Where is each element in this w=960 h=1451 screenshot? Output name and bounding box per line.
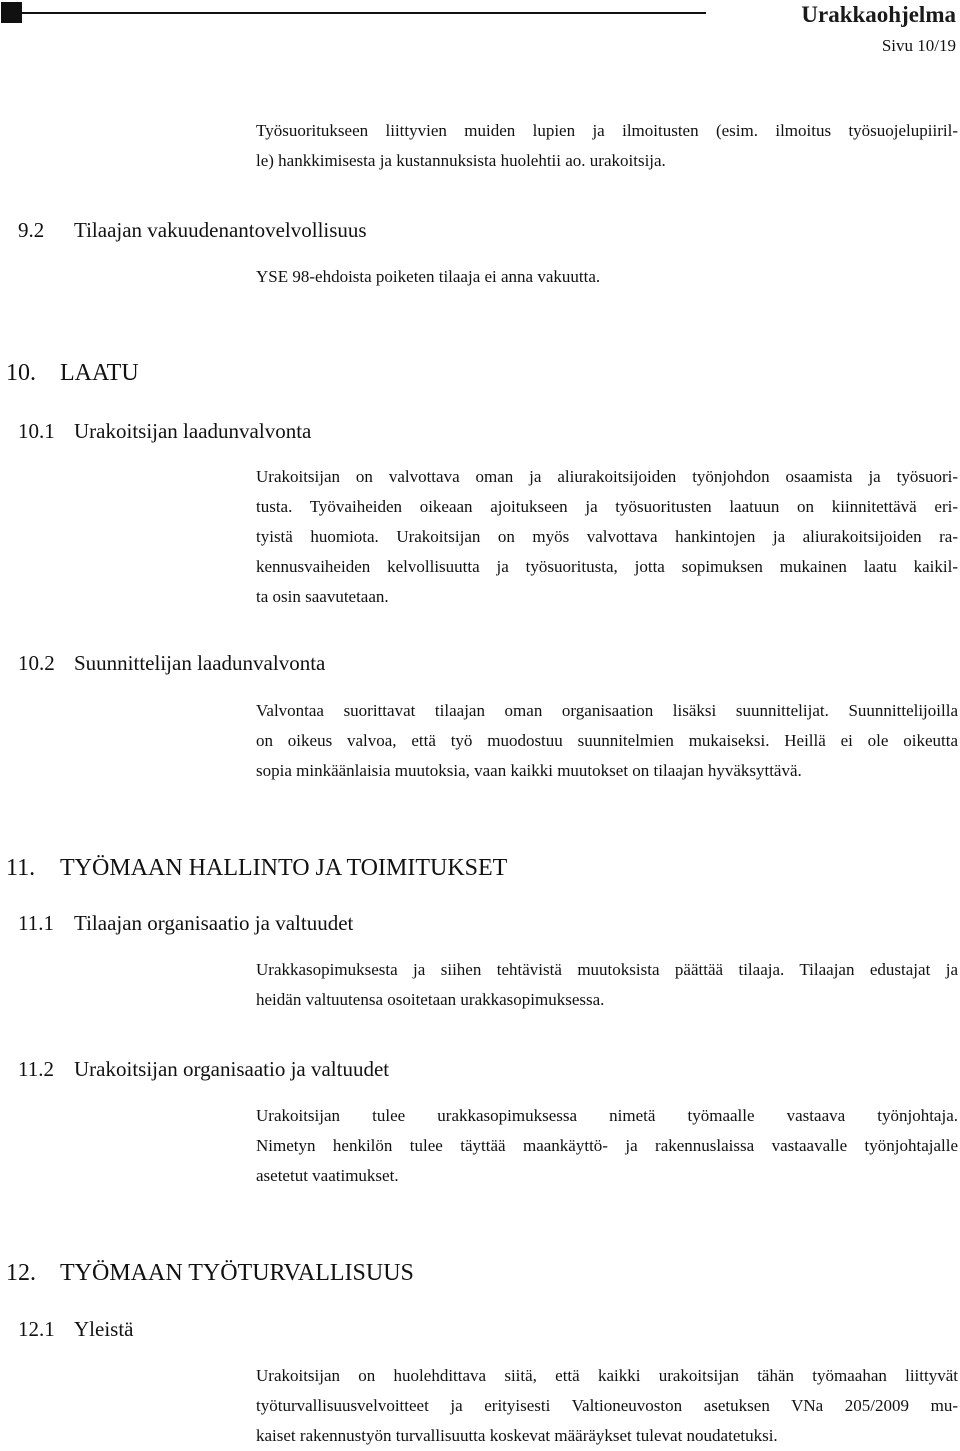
paragraph-line: tusta. Työvaiheiden oikeaan ajoitukseen ja työsuoritusten laatuun on kiinnitettävä eri- [256, 497, 958, 516]
paragraph-line: asetetut vaatimukset. [256, 1166, 399, 1185]
paragraph-line: on oikeus valvoa, että työ muodostuu suunnitelmien mukaiseksi. Heillä ei ole oikeutta [256, 731, 958, 750]
paragraph-line: sopia minkäänlaisia muutoksia, vaan kaikki muutokset on tilaajan hyväksyttävä. [256, 761, 802, 780]
paragraph-line: työturvallisuusvelvoitteet ja erityisesti Valtioneuvoston asetuksen VNa 205/2009 mu- [256, 1396, 958, 1415]
paragraph-line: Urakkasopimuksesta ja siihen tehtävistä muutoksista päättää tilaaja. Tilaajan edustajat ja [256, 960, 958, 979]
page-number: Sivu 10/19 [881, 36, 956, 55]
paragraph-line: Urakoitsijan on valvottava oman ja aliurakoitsijoiden työnjohdon osaamista ja työsuori- [256, 467, 958, 486]
heading-title: Urakoitsijan laadunvalvonta [74, 419, 312, 443]
paragraph-line: ta osin saavutetaan. [256, 587, 389, 606]
subsection-heading [18, 651, 325, 676]
header-square [1, 2, 22, 23]
heading-title: Suunnittelijan laadunvalvonta [74, 651, 326, 675]
section-heading [6, 855, 507, 882]
paragraph-line: kennusvaiheiden kelvollisuutta ja työsuoritusta, jotta sopimuksen mukainen laatu kaikil- [256, 557, 958, 576]
heading-number: 12. [6, 1260, 36, 1286]
section-heading [6, 1260, 414, 1287]
section-heading [6, 360, 139, 387]
paragraph [256, 116, 958, 176]
paragraph-line: kaiset rakennustyön turvallisuutta koskevat määräykset tulevat noudatetuksi. [256, 1426, 778, 1445]
paragraph-line: YSE 98-ehdoista poiketen tilaaja ei anna vakuutta. [256, 267, 601, 286]
paragraph-line: le) hankkimisesta ja kustannuksista huolehtii ao. urakoitsija. [256, 151, 666, 170]
paragraph-line: Valvontaa suorittavat tilaajan oman organisaation lisäksi suunnittelijat. Suunnittelijoilla [256, 701, 958, 720]
subsection-heading [18, 218, 367, 243]
heading-number: 10.2 [18, 651, 55, 675]
subsection-heading [18, 419, 311, 444]
paragraph-line: Urakoitsijan tulee urakkasopimuksessa nimetä työmaalle vastaava työnjohtaja. [256, 1106, 958, 1125]
paragraph [256, 955, 958, 1015]
paragraph [256, 262, 958, 292]
paragraph-line: Työsuoritukseen liittyvien muiden lupien ja ilmoitusten (esim. ilmoitus työsuojelupiiril- [256, 121, 958, 140]
subsection-heading [18, 1057, 389, 1082]
document-title: Urakkaohjelma [801, 2, 956, 27]
heading-number: 9.2 [18, 218, 45, 242]
paragraph-line: Nimetyn henkilön tulee täyttää maankäyttö- ja rakennuslaissa vastaavalle työnjohtajalle [256, 1136, 958, 1155]
heading-number: 10. [6, 360, 36, 386]
heading-title: Yleistä [74, 1317, 134, 1341]
heading-title: LAATU [60, 360, 139, 386]
paragraph [256, 462, 958, 612]
heading-title: TYÖMAAN HALLINTO JA TOIMITUKSET [60, 855, 508, 881]
paragraph-line: Urakoitsijan on huolehdittava siitä, että kaikki urakoitsijan tähän työmaahan liittyvät [256, 1366, 958, 1385]
paragraph-line: tyistä huomiota. Urakoitsijan on myös valvottava hankintojen ja aliurakoitsijoiden ra- [256, 527, 958, 546]
header-rule [22, 12, 706, 14]
heading-number: 11.1 [18, 911, 54, 935]
paragraph [256, 1361, 958, 1451]
subsection-heading [18, 911, 353, 936]
heading-title: TYÖMAAN TYÖTURVALLISUUS [60, 1260, 414, 1286]
paragraph [256, 696, 958, 786]
subsection-heading [18, 1317, 133, 1342]
heading-title: Tilaajan organisaatio ja valtuudet [74, 911, 354, 935]
heading-number: 11.2 [18, 1057, 54, 1081]
heading-title: Tilaajan vakuudenantovelvollisuus [74, 218, 367, 242]
heading-number: 10.1 [18, 419, 55, 443]
heading-number: 12.1 [18, 1317, 55, 1341]
heading-number: 11. [6, 855, 36, 881]
paragraph [256, 1101, 958, 1191]
heading-title: Urakoitsijan organisaatio ja valtuudet [74, 1057, 390, 1081]
paragraph-line: heidän valtuutensa osoitetaan urakkasopimuksessa. [256, 990, 605, 1009]
